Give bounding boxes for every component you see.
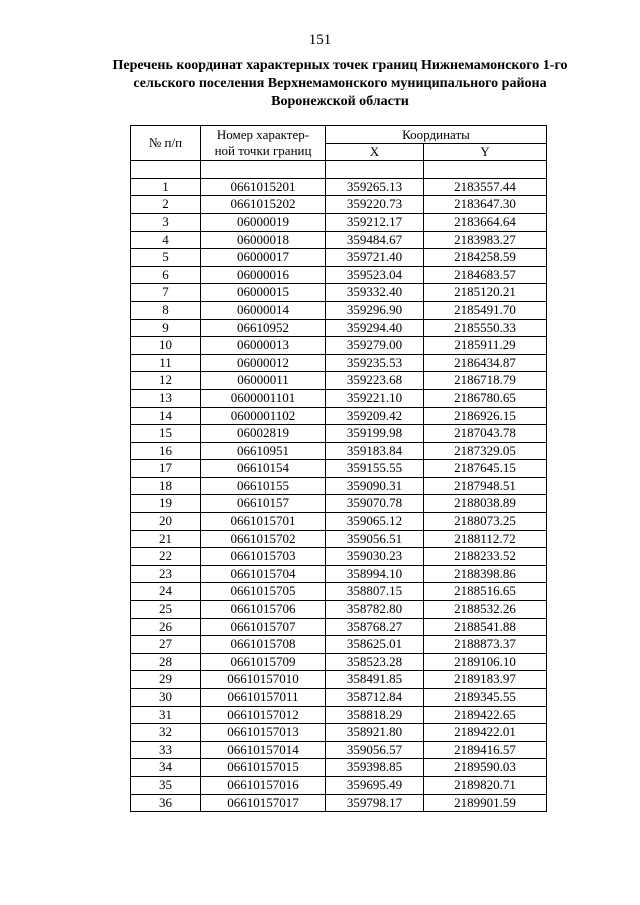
title-line-3: Воронежской области	[271, 94, 409, 109]
table-row	[131, 407, 547, 425]
table-row	[131, 741, 547, 759]
x-coordinate-cell: 359056.57	[326, 741, 424, 759]
title-line-1: Перечень координат характерных точек границ Нижнемамонского 1-го	[112, 58, 568, 73]
x-coordinate-cell: 359221.10	[326, 389, 424, 407]
y-coordinate-cell: 2188532.26	[424, 601, 547, 619]
x-coordinate-cell: 358782.80	[326, 601, 424, 619]
row-number-cell: 28	[131, 653, 201, 671]
y-coordinate-cell: 2187329.05	[424, 442, 547, 460]
y-coordinate-cell: 2189183.97	[424, 671, 547, 689]
row-number-cell: 25	[131, 601, 201, 619]
table-row	[131, 442, 547, 460]
point-id-cell: 06610157017	[201, 794, 326, 812]
table-header	[131, 126, 547, 161]
table-row	[131, 530, 547, 548]
row-number-cell: 29	[131, 671, 201, 689]
table-row	[131, 319, 547, 337]
point-id-cell: 06000018	[201, 231, 326, 249]
x-coordinate-cell: 359279.00	[326, 337, 424, 355]
row-number-cell: 8	[131, 301, 201, 319]
table-row	[131, 689, 547, 707]
y-coordinate-cell: 2189422.65	[424, 706, 547, 724]
table-row	[131, 601, 547, 619]
table-row	[131, 337, 547, 355]
x-coordinate-cell: 359265.13	[326, 178, 424, 196]
table-row	[131, 671, 547, 689]
x-coordinate-cell: 358768.27	[326, 618, 424, 636]
header-point-id-line-2: ной точки границ	[214, 143, 312, 159]
table-row	[131, 618, 547, 636]
row-number-cell: 20	[131, 513, 201, 531]
x-coordinate-cell: 359235.53	[326, 354, 424, 372]
y-coordinate-cell: 2187043.78	[424, 425, 547, 443]
table-row	[131, 653, 547, 671]
y-coordinate-cell: 2189345.55	[424, 689, 547, 707]
point-id-cell: 0661015707	[201, 618, 326, 636]
x-coordinate-cell: 358818.29	[326, 706, 424, 724]
header-coordinates: Координаты	[326, 126, 547, 144]
y-coordinate-cell: 2185120.21	[424, 284, 547, 302]
point-id-cell: 06610155	[201, 477, 326, 495]
table-row	[131, 776, 547, 794]
y-coordinate-cell: 2186434.87	[424, 354, 547, 372]
y-coordinate-cell: 2188398.86	[424, 565, 547, 583]
point-id-cell: 06610157015	[201, 759, 326, 777]
table-row	[131, 724, 547, 742]
row-number-cell: 35	[131, 776, 201, 794]
y-coordinate-cell: 2183647.30	[424, 196, 547, 214]
x-coordinate-cell: 359056.51	[326, 530, 424, 548]
table-row	[131, 389, 547, 407]
x-coordinate-cell: 359155.55	[326, 460, 424, 478]
point-id-cell: 0661015705	[201, 583, 326, 601]
point-id-cell: 0661015703	[201, 548, 326, 566]
point-id-cell: 0661015704	[201, 565, 326, 583]
table-row	[131, 372, 547, 390]
table-row	[131, 301, 547, 319]
x-coordinate-cell: 358921.80	[326, 724, 424, 742]
y-coordinate-cell: 2187645.15	[424, 460, 547, 478]
table-row	[131, 196, 547, 214]
x-coordinate-cell: 359695.49	[326, 776, 424, 794]
table-row	[131, 513, 547, 531]
y-coordinate-cell: 2185550.33	[424, 319, 547, 337]
point-id-cell: 0661015201	[201, 178, 326, 196]
row-number-cell: 26	[131, 618, 201, 636]
y-coordinate-cell: 2186780.65	[424, 389, 547, 407]
point-id-cell: 0661015708	[201, 636, 326, 654]
row-number-cell: 24	[131, 583, 201, 601]
point-id-cell: 0661015709	[201, 653, 326, 671]
table-row	[131, 231, 547, 249]
y-coordinate-cell: 2189422.01	[424, 724, 547, 742]
x-coordinate-cell: 359199.98	[326, 425, 424, 443]
table-row	[131, 706, 547, 724]
y-coordinate-cell: 2189416.57	[424, 741, 547, 759]
x-coordinate-cell: 359294.40	[326, 319, 424, 337]
y-coordinate-cell: 2186926.15	[424, 407, 547, 425]
point-id-cell: 06610157	[201, 495, 326, 513]
point-id-cell: 06000014	[201, 301, 326, 319]
table-row	[131, 425, 547, 443]
row-number-cell: 15	[131, 425, 201, 443]
row-number-cell: 36	[131, 794, 201, 812]
x-coordinate-cell: 359183.84	[326, 442, 424, 460]
x-coordinate-cell: 359223.68	[326, 372, 424, 390]
y-coordinate-cell: 2188873.37	[424, 636, 547, 654]
row-number-cell: 34	[131, 759, 201, 777]
point-id-cell: 0661015702	[201, 530, 326, 548]
y-coordinate-cell: 2188112.72	[424, 530, 547, 548]
point-id-cell: 06610157011	[201, 689, 326, 707]
point-id-cell: 0600001101	[201, 389, 326, 407]
row-number-cell: 27	[131, 636, 201, 654]
row-number-cell: 18	[131, 477, 201, 495]
header-point-id-line-1: Номер характер-	[216, 127, 310, 143]
table-row	[131, 636, 547, 654]
x-coordinate-cell: 358523.28	[326, 653, 424, 671]
x-coordinate-cell: 359090.31	[326, 477, 424, 495]
row-number-cell: 13	[131, 389, 201, 407]
y-coordinate-cell: 2188038.89	[424, 495, 547, 513]
point-id-cell: 06000013	[201, 337, 326, 355]
point-id-cell: 06610157010	[201, 671, 326, 689]
table-row	[131, 178, 547, 196]
point-id-cell: 06610157014	[201, 741, 326, 759]
point-id-cell: 06610157013	[201, 724, 326, 742]
x-coordinate-cell: 358712.84	[326, 689, 424, 707]
row-number-cell: 21	[131, 530, 201, 548]
y-coordinate-cell: 2188073.25	[424, 513, 547, 531]
document-title	[60, 57, 620, 111]
x-coordinate-cell: 359220.73	[326, 196, 424, 214]
point-id-cell: 06610951	[201, 442, 326, 460]
y-coordinate-cell: 2185911.29	[424, 337, 547, 355]
row-number-cell: 5	[131, 249, 201, 267]
point-id-cell: 0661015202	[201, 196, 326, 214]
header-y: Y	[424, 143, 547, 161]
row-number-cell: 7	[131, 284, 201, 302]
x-coordinate-cell: 359398.85	[326, 759, 424, 777]
y-coordinate-cell: 2186718.79	[424, 372, 547, 390]
x-coordinate-cell: 358994.10	[326, 565, 424, 583]
table-row	[131, 460, 547, 478]
row-number-cell: 11	[131, 354, 201, 372]
y-coordinate-cell: 2184258.59	[424, 249, 547, 267]
x-coordinate-cell: 359721.40	[326, 249, 424, 267]
x-coordinate-cell: 359212.17	[326, 213, 424, 231]
x-coordinate-cell: 358491.85	[326, 671, 424, 689]
x-coordinate-cell: 359296.90	[326, 301, 424, 319]
row-number-cell: 14	[131, 407, 201, 425]
row-number-cell: 19	[131, 495, 201, 513]
coordinates-table	[130, 125, 547, 812]
header-number: № п/п	[131, 126, 201, 161]
row-number-cell: 31	[131, 706, 201, 724]
row-number-cell: 4	[131, 231, 201, 249]
point-id-cell: 06610157016	[201, 776, 326, 794]
table-row	[131, 477, 547, 495]
x-coordinate-cell: 359523.04	[326, 266, 424, 284]
table-row	[131, 354, 547, 372]
x-coordinate-cell: 359484.67	[326, 231, 424, 249]
table-row	[131, 794, 547, 812]
point-id-cell: 06000019	[201, 213, 326, 231]
table-row	[131, 495, 547, 513]
header-x: X	[326, 143, 424, 161]
title-line-2: сельского поселения Верхнемамонского муниципального района	[133, 76, 547, 91]
row-number-cell: 3	[131, 213, 201, 231]
page-number: 151	[308, 32, 332, 48]
x-coordinate-cell: 359209.42	[326, 407, 424, 425]
table-row	[131, 583, 547, 601]
row-number-cell: 17	[131, 460, 201, 478]
y-coordinate-cell: 2188541.88	[424, 618, 547, 636]
row-number-cell: 6	[131, 266, 201, 284]
y-coordinate-cell: 2188233.52	[424, 548, 547, 566]
y-coordinate-cell: 2183983.27	[424, 231, 547, 249]
point-id-cell: 06610154	[201, 460, 326, 478]
y-coordinate-cell: 2185491.70	[424, 301, 547, 319]
row-number-cell: 2	[131, 196, 201, 214]
point-id-cell: 0600001102	[201, 407, 326, 425]
point-id-cell: 06000015	[201, 284, 326, 302]
y-coordinate-cell: 2189901.59	[424, 794, 547, 812]
table-row	[131, 565, 547, 583]
point-id-cell: 06610952	[201, 319, 326, 337]
y-coordinate-cell: 2189820.71	[424, 776, 547, 794]
row-number-cell: 23	[131, 565, 201, 583]
x-coordinate-cell: 359332.40	[326, 284, 424, 302]
row-number-cell: 9	[131, 319, 201, 337]
point-id-cell: 0661015706	[201, 601, 326, 619]
row-number-cell: 30	[131, 689, 201, 707]
point-id-cell: 06000011	[201, 372, 326, 390]
row-number-cell: 22	[131, 548, 201, 566]
table-row	[131, 266, 547, 284]
row-number-cell: 12	[131, 372, 201, 390]
table-row	[131, 249, 547, 267]
y-coordinate-cell: 2189106.10	[424, 653, 547, 671]
x-coordinate-cell: 359065.12	[326, 513, 424, 531]
table-row	[131, 284, 547, 302]
point-id-cell: 0661015701	[201, 513, 326, 531]
y-coordinate-cell: 2183664.64	[424, 213, 547, 231]
table-row	[131, 759, 547, 777]
y-coordinate-cell: 2188516.65	[424, 583, 547, 601]
row-number-cell: 33	[131, 741, 201, 759]
table-body	[131, 161, 547, 812]
point-id-cell: 06000016	[201, 266, 326, 284]
row-number-cell: 10	[131, 337, 201, 355]
table-row	[131, 548, 547, 566]
row-number-cell: 32	[131, 724, 201, 742]
row-number-cell: 1	[131, 178, 201, 196]
header-gap-row	[131, 161, 547, 179]
y-coordinate-cell: 2187948.51	[424, 477, 547, 495]
point-id-cell: 06000017	[201, 249, 326, 267]
point-id-cell: 06000012	[201, 354, 326, 372]
point-id-cell: 06610157012	[201, 706, 326, 724]
y-coordinate-cell: 2183557.44	[424, 178, 547, 196]
x-coordinate-cell: 359070.78	[326, 495, 424, 513]
x-coordinate-cell: 358807.15	[326, 583, 424, 601]
header-point-id	[201, 126, 326, 161]
row-number-cell: 16	[131, 442, 201, 460]
y-coordinate-cell: 2189590.03	[424, 759, 547, 777]
table-row	[131, 213, 547, 231]
y-coordinate-cell: 2184683.57	[424, 266, 547, 284]
x-coordinate-cell: 358625.01	[326, 636, 424, 654]
x-coordinate-cell: 359798.17	[326, 794, 424, 812]
point-id-cell: 06002819	[201, 425, 326, 443]
x-coordinate-cell: 359030.23	[326, 548, 424, 566]
